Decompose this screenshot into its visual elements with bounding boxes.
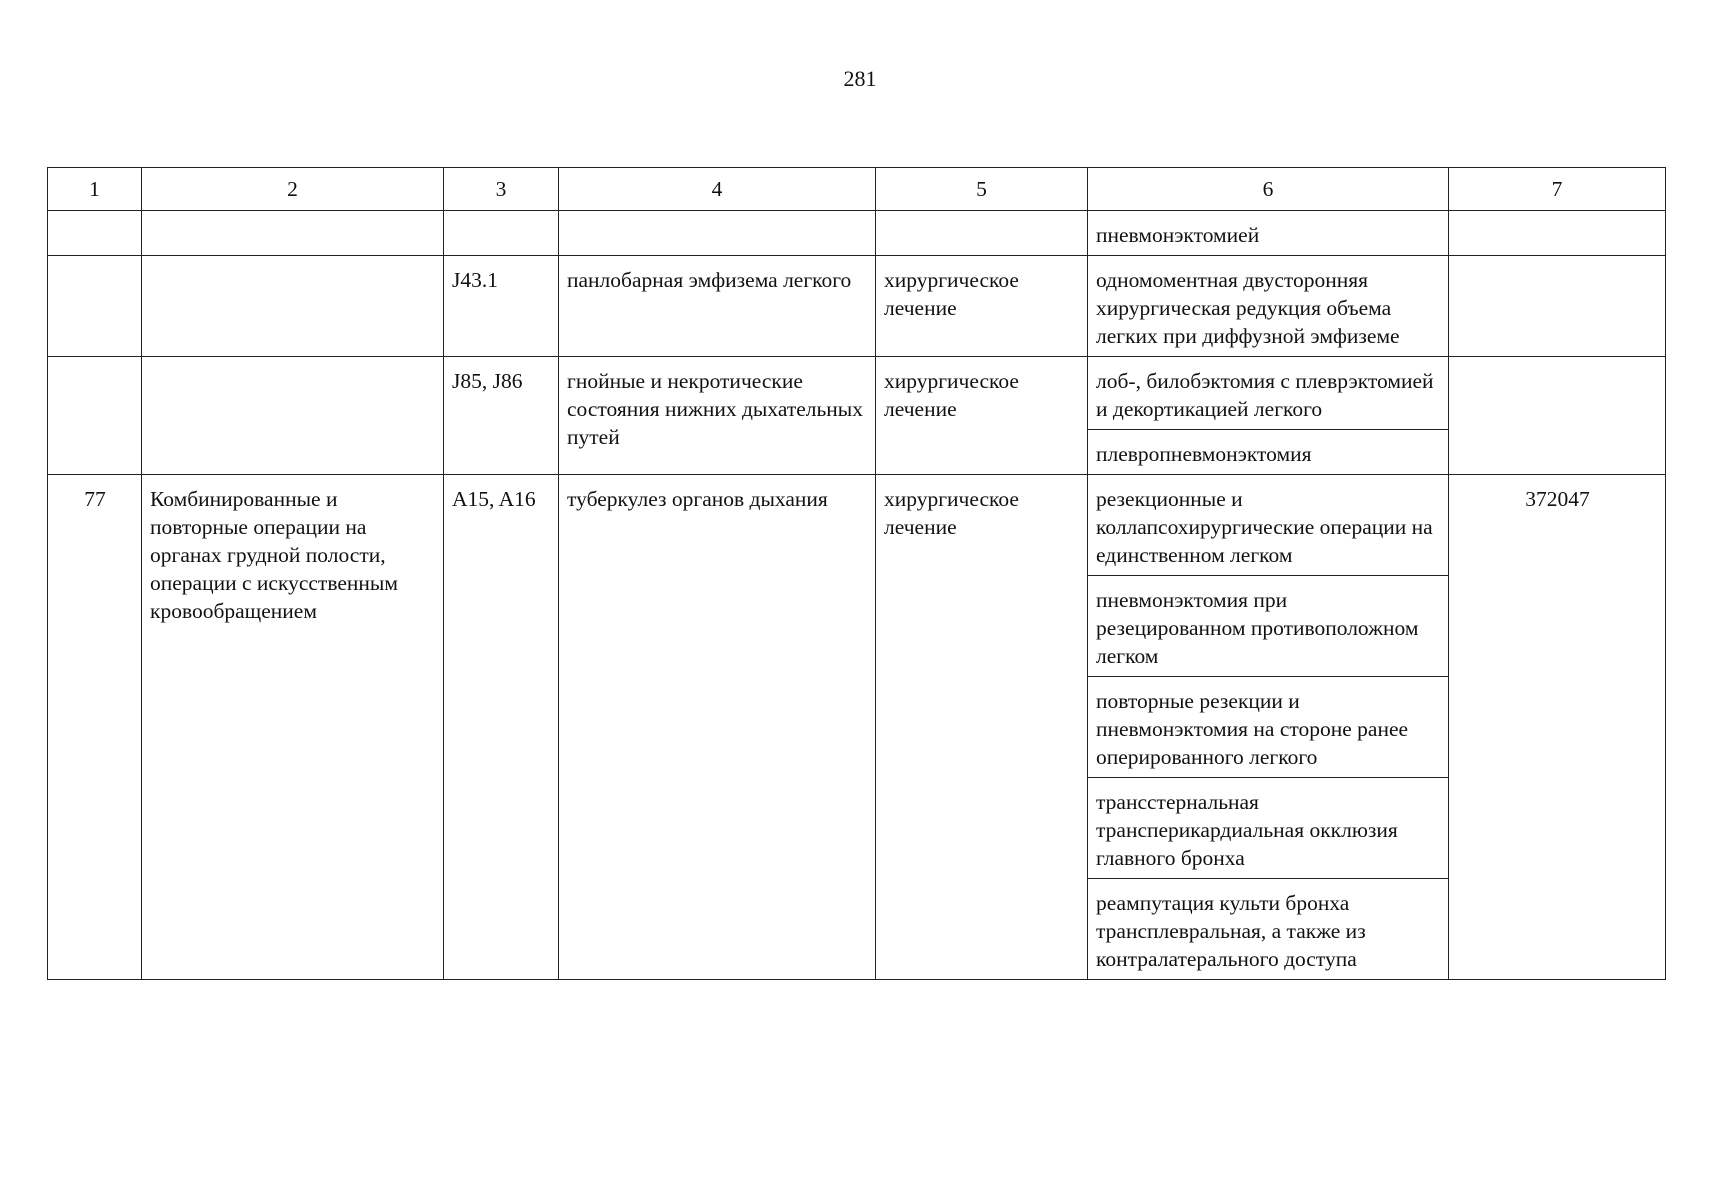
code-cell: J85, J86: [444, 357, 559, 475]
treatment-cell: хирургическое лечение: [876, 475, 1088, 980]
header-col-5: 5: [876, 168, 1088, 211]
table-row-j85: [48, 357, 1666, 430]
table-row-j43: [48, 256, 1666, 357]
table-cell: [876, 211, 1088, 256]
header-col-6: 6: [1088, 168, 1449, 211]
treatment-cell: хирургическое лечение: [876, 357, 1088, 475]
condition-cell: панлобарная эмфизема легкого: [559, 256, 876, 357]
table-row-77: [48, 475, 1666, 576]
code-cell: A15, A16: [444, 475, 559, 980]
method-cell: реампутация культи бронха трансплевральная, а также из контралатерального доступа: [1088, 879, 1449, 980]
code-cell: J43.1: [444, 256, 559, 357]
page-number: 281: [843, 66, 877, 91]
table-cell: [142, 211, 444, 256]
header-col-4: 4: [559, 168, 876, 211]
method-cell: трансстернальная трансперикардиальная окклюзия главного бронха: [1088, 778, 1449, 879]
table-cell: [48, 211, 142, 256]
method-cell: повторные резекции и пневмонэктомия на стороне ранее оперированного легкого: [1088, 677, 1449, 778]
table-header-row: [48, 168, 1666, 211]
table-cell: [142, 357, 444, 475]
method-cell: одномоментная двусторонняя хирургическая редукция объема легких при диффузной эмфиземе: [1088, 256, 1449, 357]
treatment-cell: хирургическое лечение: [876, 256, 1088, 357]
condition-cell: туберкулез органов дыхания: [559, 475, 876, 980]
method-cell: пневмонэктомией: [1088, 211, 1449, 256]
table-cell: [1449, 256, 1666, 357]
table-cell: [444, 211, 559, 256]
method-cell: пневмонэктомия при резецированном противоположном легком: [1088, 576, 1449, 677]
group-cell: Комбинированные и повторные операции на органах грудной полости, операции с искусственным кровообращением: [142, 475, 444, 980]
table-cell: [142, 256, 444, 357]
method-cell: плевропневмонэктомия: [1088, 430, 1449, 475]
table-cell: [1449, 211, 1666, 256]
table-row-continuation: [48, 211, 1666, 256]
row-number-cell: 77: [48, 475, 142, 980]
header-col-1: 1: [48, 168, 142, 211]
table-cell: [559, 211, 876, 256]
cost-cell: 372047: [1449, 475, 1666, 980]
header-col-2: 2: [142, 168, 444, 211]
table-cell: [1449, 357, 1666, 475]
care-table: [47, 167, 1666, 980]
table-cell: [48, 256, 142, 357]
method-cell: лоб-, билобэктомия с плеврэктомией и декортикацией легкого: [1088, 357, 1449, 430]
header-col-3: 3: [444, 168, 559, 211]
method-cell: резекционные и коллапсохирургические операции на единственном легком: [1088, 475, 1449, 576]
table-cell: [48, 357, 142, 475]
condition-cell: гнойные и некротические состояния нижних дыхательных путей: [559, 357, 876, 475]
header-col-7: 7: [1449, 168, 1666, 211]
